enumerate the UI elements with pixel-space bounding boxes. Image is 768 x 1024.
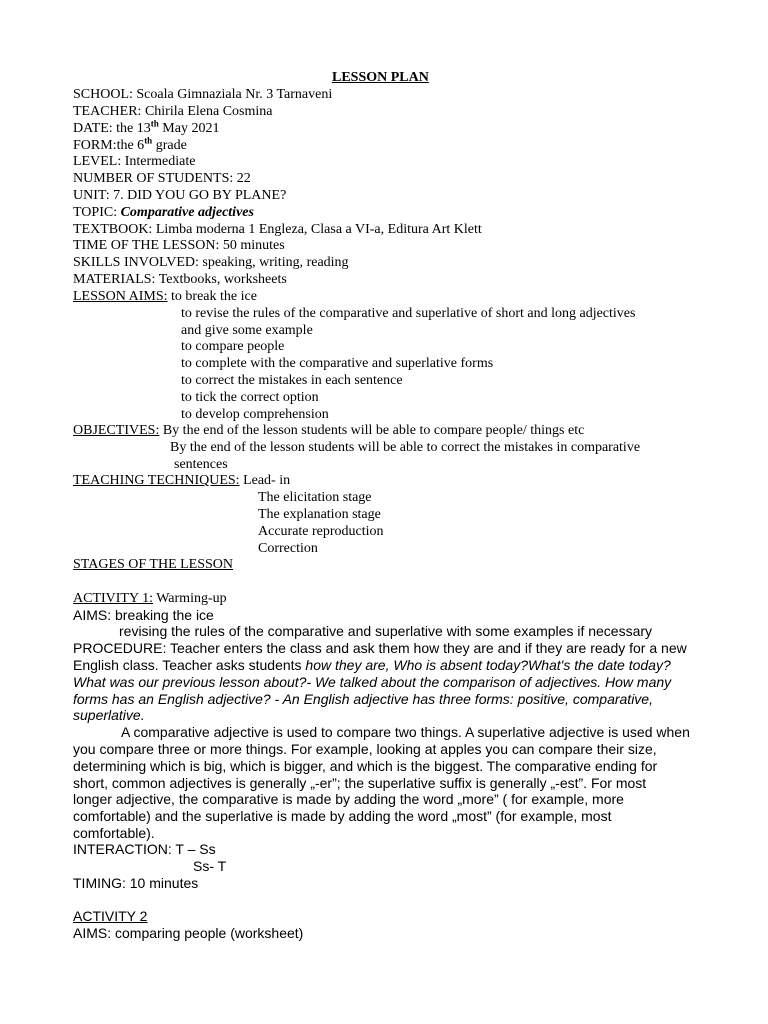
activity1-aims-2: revising the rules of the comparative and superlative with some examples if necessary bbox=[119, 623, 653, 639]
date-month: May 2021 bbox=[158, 121, 220, 136]
materials-line: MATERIALS: Textbooks, worksheets bbox=[73, 272, 287, 287]
explanation-line: A comparative adjective is used to compare two things. A superlative adjective is used when bbox=[121, 724, 690, 740]
procedure-line bbox=[73, 657, 671, 674]
explanation-line: you compare three or more things. For example, looking at apples you can compare their size, bbox=[73, 741, 657, 757]
objective-item: sentences bbox=[174, 457, 228, 472]
activity2-heading: ACTIVITY 2 bbox=[73, 908, 148, 924]
interaction-line: INTERACTION: T – Ss bbox=[73, 841, 216, 857]
aim-item: and give some example bbox=[181, 323, 313, 338]
procedure-line: superlative. bbox=[73, 707, 145, 723]
level-line: LEVEL: Intermediate bbox=[73, 154, 196, 169]
objective-item: By the end of the lesson students will be able to compare people/ things etc bbox=[159, 423, 585, 438]
procedure-line: What was our previous lesson about?- We talked about the comparison of adjectives. How many bbox=[73, 674, 672, 690]
technique-item: The elicitation stage bbox=[258, 490, 372, 505]
form-suffix: th bbox=[144, 135, 153, 146]
form-line bbox=[73, 137, 187, 154]
topic-label: TOPIC: bbox=[73, 205, 121, 220]
form-grade: grade bbox=[152, 138, 187, 153]
aim-item: to tick the correct option bbox=[181, 390, 319, 405]
activity1-heading bbox=[73, 590, 227, 607]
explanation-line: comfortable) and the superlative is made by adding the word „most” (for example, most bbox=[73, 808, 612, 824]
activity1-aims: AIMS: breaking the ice bbox=[73, 607, 214, 623]
activity1-name: Warming-up bbox=[152, 591, 227, 606]
objective-item: By the end of the lesson students will be able to correct the mistakes in comparative bbox=[170, 440, 641, 455]
explanation-line: longer adjective, the comparative is made by adding the word „more” ( for example, more bbox=[73, 791, 624, 807]
aims-line bbox=[73, 288, 257, 305]
time-line: TIME OF THE LESSON: 50 minutes bbox=[73, 238, 285, 253]
teacher-line: TEACHER: Chirila Elena Cosmina bbox=[73, 104, 273, 119]
aim-item: to break the ice bbox=[167, 289, 257, 304]
activity1-label: ACTIVITY 1: bbox=[73, 591, 153, 606]
technique-item: Correction bbox=[258, 541, 318, 556]
procedure-question: how they are, Who is absent today?What's the date today? bbox=[305, 657, 671, 673]
procedure-text: English class. Teacher asks students bbox=[73, 657, 306, 673]
aim-item: to complete with the comparative and superlative forms bbox=[181, 356, 494, 371]
objectives-line bbox=[73, 422, 584, 439]
form-text: FORM:the 6 bbox=[73, 138, 145, 153]
topic-value: Comparative adjectives bbox=[120, 205, 254, 220]
timing-line: TIMING: 10 minutes bbox=[73, 875, 199, 891]
aim-item: to develop comprehension bbox=[181, 407, 329, 422]
techniques-label: TEACHING TECHNIQUES: bbox=[73, 473, 240, 488]
technique-item: Lead- in bbox=[239, 473, 291, 488]
procedure-line: forms has an English adjective? - An English adjective has three forms: positive, comparative, bbox=[73, 691, 653, 707]
stages-heading: STAGES OF THE LESSON bbox=[73, 557, 234, 572]
technique-item: The explanation stage bbox=[258, 507, 381, 522]
date-suffix: th bbox=[150, 118, 159, 129]
aim-item: to compare people bbox=[181, 339, 285, 354]
unit-line: UNIT: 7. DID YOU GO BY PLANE? bbox=[73, 188, 287, 203]
procedure-line: PROCEDURE: Teacher enters the class and ask them how they are and if they are ready for a new bbox=[73, 640, 687, 656]
date-text: DATE: the 13 bbox=[73, 121, 151, 136]
interaction-line-2: Ss- T bbox=[193, 858, 227, 874]
textbook-line: TEXTBOOK: Limba moderna 1 Engleza, Clasa a VI-a, Editura Art Klett bbox=[73, 222, 482, 237]
page-title: LESSON PLAN bbox=[332, 70, 429, 85]
skills-line: SKILLS INVOLVED: speaking, writing, reading bbox=[73, 255, 349, 270]
topic-line bbox=[73, 204, 254, 221]
students-line: NUMBER OF STUDENTS: 22 bbox=[73, 171, 251, 186]
aim-item: to revise the rules of the comparative and superlative of short and long adjectives bbox=[181, 306, 636, 321]
objectives-label: OBJECTIVES: bbox=[73, 423, 160, 438]
activity2-aims: AIMS: comparing people (worksheet) bbox=[73, 925, 304, 941]
explanation-line: determining which is big, which is bigger, and which is the biggest. The comparative ending for bbox=[73, 758, 658, 774]
aim-item: to correct the mistakes in each sentence bbox=[181, 373, 403, 388]
aims-label: LESSON AIMS: bbox=[73, 289, 168, 304]
technique-item: Accurate reproduction bbox=[258, 524, 384, 539]
school-line: SCHOOL: Scoala Gimnaziala Nr. 3 Tarnaveni bbox=[73, 87, 333, 102]
techniques-line bbox=[73, 472, 290, 489]
explanation-line: short, common adjectives is generally „-er”; the superlative suffix is generally „-est”. For most bbox=[73, 775, 647, 791]
explanation-line: comfortable). bbox=[73, 825, 155, 841]
